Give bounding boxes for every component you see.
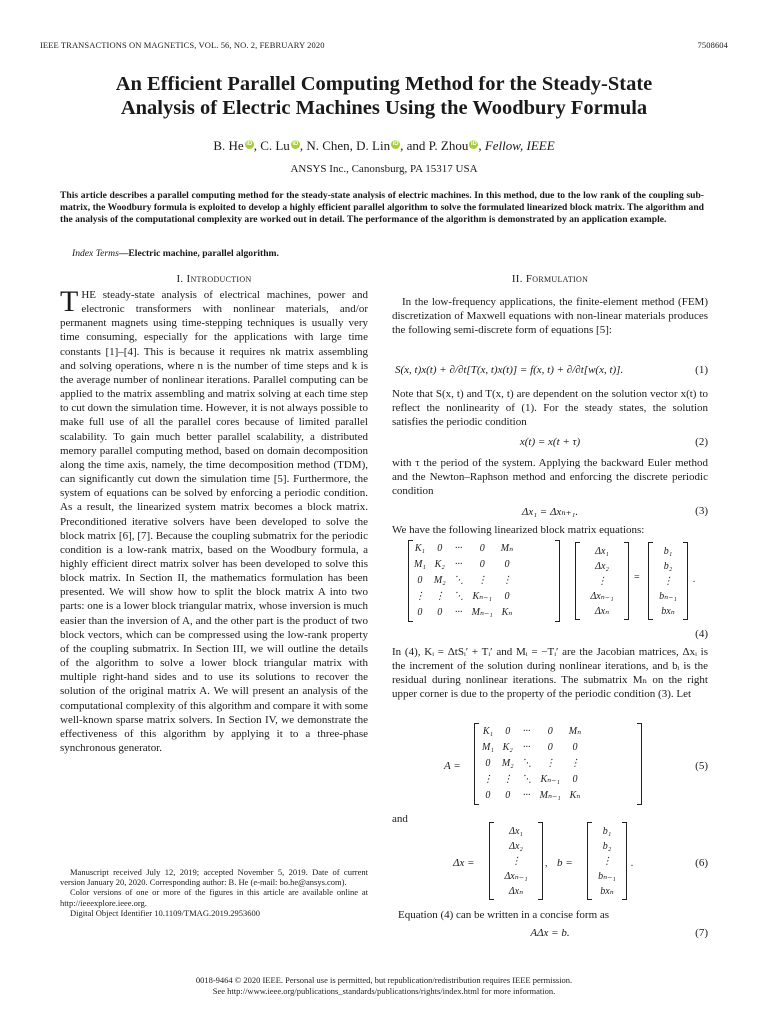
vector-entry: bₙ₋₁ (659, 591, 677, 602)
vector-b (648, 542, 688, 620)
matrix-row (478, 739, 585, 755)
vector-entry: Δxₙ₋₁ (504, 871, 528, 882)
author-lu: , C. Lu (253, 138, 290, 153)
formulation-paragraph-6: Equation (4) can be written in a concise form as (398, 909, 610, 921)
fellow-label: Fellow, IEEE (484, 138, 555, 153)
matrix-cell: ⋱ (521, 773, 532, 785)
equation-5-lhs: A = (444, 760, 461, 772)
vector-b-6 (587, 822, 627, 900)
vector-entry: Δxₙ₋₁ (590, 591, 614, 602)
vector-entry: b₁ (602, 826, 612, 837)
equation-4-number: (4) (695, 628, 708, 640)
matrix-cell: M₁ (414, 558, 426, 570)
title-line-2: Analysis of Electric Machines Using the Woodbury Formula (120, 97, 648, 119)
vector-entry: ⋮ (511, 856, 521, 867)
matrix-row (410, 556, 517, 572)
vector-delta-x-entries (575, 544, 629, 619)
period: . (631, 858, 634, 869)
equation-3-number: (3) (695, 505, 708, 517)
index-terms-label: Index Terms (72, 248, 119, 259)
title-line-1: An Efficient Parallel Computing Method for the Steady-State (115, 73, 653, 95)
matrix-cell: 0 (572, 773, 578, 785)
equation-6-b-lhs: b = (557, 857, 573, 869)
matrix-cell: K₁ (414, 542, 425, 554)
matrix-cell: ⋱ (453, 590, 464, 602)
matrix-cell: ··· (522, 789, 531, 801)
orcid-icon[interactable]: iD (292, 140, 299, 147)
drop-cap: T (60, 285, 79, 318)
manuscript-note: Manuscript received July 12, 2019; accepted November 5, 2019. Date of current version January 20, 2020. Corresponding author: B. He (e-mail: bo.he@ansys.com). (60, 867, 368, 888)
matrix-cell: Kₙ₋₁ (472, 590, 492, 602)
vector-entry: Δx₁ (595, 546, 609, 557)
and-word: and (392, 813, 408, 825)
matrix-cell: Mₙ (568, 725, 582, 737)
matrix-cell: K₁ (482, 725, 493, 737)
equation-7-number: (7) (695, 927, 708, 939)
matrix-cell: 0 (572, 741, 578, 753)
orcid-icon[interactable]: iD (470, 140, 477, 147)
matrix-cell: ⋮ (434, 590, 445, 602)
matrix-row (410, 540, 517, 556)
vector-delta-x (575, 542, 629, 620)
equation-2: x(t) = x(t + τ) (519, 436, 581, 448)
matrix-cell: ··· (454, 558, 463, 570)
vector-entry: b₂ (663, 561, 673, 572)
formulation-paragraph-1: In the low-frequency applications, the finite-element method (FEM) discretization of Maxwell equations with non-linear materials produces the following semi-discrete form of equations [5]: (392, 296, 708, 337)
matrix-cell: M₂ (501, 757, 514, 769)
equals-sign: = (634, 572, 640, 583)
matrix-cell: ⋮ (477, 574, 488, 586)
matrix-cell: ··· (522, 741, 531, 753)
doi-note: Digital Object Identifier 10.1109/TMAG.2019.2953600 (70, 907, 260, 918)
matrix-cell: Kₙ₋₁ (540, 773, 560, 785)
vector-entry: b₂ (602, 841, 612, 852)
vector-entry: Δx₂ (595, 561, 609, 572)
matrix-row (478, 755, 585, 771)
vector-entry: Δx₁ (509, 826, 523, 837)
section-heading-introduction: I. Introduction (176, 273, 252, 285)
affiliation: ANSYS Inc., Canonsburg, PA 15317 USA (290, 163, 478, 175)
matrix-cell: Mₙ₋₁ (471, 606, 493, 618)
matrix-cell: ⋮ (482, 773, 493, 785)
period: . (693, 574, 696, 585)
footnotes (60, 867, 368, 918)
matrix-cell: K₂ (502, 741, 513, 753)
matrix-row (410, 588, 517, 604)
matrix-cell: ··· (454, 606, 463, 618)
matrix-cell: ⋮ (502, 773, 513, 785)
matrix-cell: ⋱ (453, 574, 464, 586)
equation-1-number: (1) (695, 364, 708, 376)
matrix-cell: 0 (417, 606, 423, 618)
orcid-icon[interactable]: iD (246, 140, 253, 147)
vector-entry: bxₙ (661, 606, 675, 617)
author-zhou: , and P. Zhou (400, 138, 469, 153)
matrix-cell: 0 (547, 725, 553, 737)
running-header: IEEE TRANSACTIONS ON MAGNETICS, VOL. 56, NO. 2, FEBRUARY 2020 (40, 40, 325, 50)
equation-7: AΔx = b. (530, 927, 570, 939)
matrix-cell: Kₙ (501, 606, 513, 618)
paper-title (40, 72, 728, 120)
copyright-footer (40, 975, 728, 996)
copyright-line-2: See http://www.ieee.org/publications_standards/publications/rights/index.html for more information. (212, 985, 556, 996)
comma: , (545, 858, 548, 869)
matrix-cell: 0 (437, 606, 443, 618)
vector-delta-x-6 (489, 822, 543, 900)
matrix-cell: 0 (437, 542, 443, 554)
author-list (40, 138, 728, 154)
equation-1: S(x, t)x(t) + ∂/∂t[T(x, t)x(t)] = f(x, t) + ∂/∂t[w(x, t)]. (395, 364, 624, 376)
matrix-cell: 0 (504, 590, 510, 602)
matrix-cell: 0 (547, 741, 553, 753)
matrix-cell: 0 (479, 542, 485, 554)
matrix-cell: 0 (417, 574, 423, 586)
matrix-cell: Mₙ (500, 542, 514, 554)
matrix-cell: Kₙ (569, 789, 581, 801)
matrix-cell: M₁ (482, 741, 494, 753)
matrix-cell: K₂ (434, 558, 445, 570)
matrix-cell: 0 (504, 558, 510, 570)
vector-delta-x-6-entries (489, 824, 543, 899)
block-matrix-K (408, 540, 560, 622)
matrix-cell: ⋮ (569, 757, 580, 769)
matrix-cell: 0 (479, 558, 485, 570)
color-note: Color versions of one or more of the figures in this article are available online at http://ieeexplore.ieee.org. (60, 887, 368, 908)
matrix-cell: ⋮ (545, 757, 556, 769)
equation-6-number: (6) (695, 857, 708, 869)
equation-3: Δx₁ = Δxₙ₊₁. (521, 506, 579, 518)
matrix-row (478, 723, 585, 739)
matrix-cell: Mₙ₋₁ (539, 789, 561, 801)
author-sep: , (478, 138, 485, 153)
formulation-paragraph-2: Note that S(x, t) and T(x, t) are dependent on the solution vector x(t) to reflect the nonlinearity of (1). For the steady states, the solution satisfies the periodic condition (392, 388, 708, 429)
abstract: This article describes a parallel computing method for the steady-state analysis of electric machines. In this method, due to the low rank of the coupling sub-matrix, the Woodbury formula is exploited to develop a highly efficient parallel algorithm to solve the formulated linearized block matrix. The algorithm and the analysis of the computational complexity are worked out in detail. The performance of the algorithm is demonstrated by an application example. (60, 190, 704, 225)
index-terms (72, 248, 704, 259)
section-heading-formulation: II. Formulation (511, 273, 589, 285)
vector-entry: bₙ₋₁ (598, 871, 616, 882)
matrix-cell: 0 (485, 789, 491, 801)
equation-6-dx-lhs: Δx = (453, 857, 475, 869)
matrix-row (478, 787, 585, 803)
matrix-cell: ··· (522, 725, 531, 737)
author-he: B. He (213, 138, 244, 153)
matrix-row (410, 572, 517, 588)
index-terms-text: —Electric machine, parallel algorithm. (118, 248, 279, 259)
vector-entry: ⋮ (597, 576, 607, 587)
matrix-cell: ⋱ (521, 757, 532, 769)
matrix-cell: ⋮ (414, 590, 425, 602)
matrix-row (410, 604, 517, 620)
matrix-cell: ··· (454, 542, 463, 554)
vector-entry: Δx₂ (509, 841, 523, 852)
orcid-icon[interactable]: iD (392, 140, 399, 147)
introduction-text: HE steady-state analysis of electrical machines, power and electronic transformers with nonlinear materials, and/or permanent magnets using time-stepping techniques is usually very time consuming, especially for the applications with large time constants [1]–[4]. This is because it requires nk matrix assembling and solving operations, where n is the number of time steps and k is the average number of nonlinear iterations. Parallel computing can be applied to the matrix assembling and matrix solving at each time step to cut down the simulation time. However, it is not always possible to make full use of all the parallel cores because of limited parallel scalability. To gain much better parallel scalability, a distributed memory parallel computing method, based on domain decomposition along the time axis, namely, the time decomposition method (TDM), can significantly cut down the simulation time [5]. Furthermore, the system of equations can be solved by enforcing a periodic condition. As a result, the linearized system matrix becomes a block matrix. Preconditioned iterative solvers have been developed to solve the block matrix [6], [7]. Because the coupling submatrix for the periodic condition is a low-rank matrix, based on the Woodbury formula, a highly efficient direct matrix solver has been developed to solve this block matrix. In Section II, the mathematics formulation has been presented. We will show how to split the block matrix A into two parts: one is a lower block triangular matrix, whose inversion is much easier than the inversion of A, and the other part is the product of two block vectors, which can be compressed using the low-rank property of the coupling submatrix. In Section III, we will outline the details of the algorithm to solve a lower block triangular matrix with multiple right-hand sides and to use its solutions to recover the solution of the original matrix A. We will present an analysis of the computational complexity of this algorithm and compare it with some well-known sparse matrix solvers. In Section IV, we demonstrate the effectiveness of this algorithm by applying it to a three-phase synchronous generator. (60, 289, 368, 754)
equation-5-number: (5) (695, 760, 708, 772)
equation-4 (408, 540, 708, 622)
matrix-cell: 0 (505, 725, 511, 737)
matrix-A-table (478, 723, 585, 803)
article-number: 7508604 (697, 40, 728, 50)
vector-b-entries (648, 544, 688, 619)
vector-entry: Δxₙ (508, 886, 524, 897)
author-chen-lin: , N. Chen, D. Lin (299, 138, 391, 153)
matrix-cell: M₂ (433, 574, 446, 586)
matrix-A (474, 723, 642, 805)
vector-entry: ⋮ (663, 576, 673, 587)
vector-entry: bxₙ (600, 886, 614, 897)
vector-b-6-entries (587, 824, 627, 899)
matrix-cell: 0 (485, 757, 491, 769)
copyright-line-1: 0018-9464 © 2020 IEEE. Personal use is permitted, but republication/redistribution requires IEEE permission. (195, 975, 573, 985)
formulation-paragraph-5: In (4), Kᵢ = ΔtSᵢ′ + Tᵢ′ and Mᵢ = −Tᵢ′ are the Jacobian matrices, Δxᵢ is the increment of the solution during nonlinear iterations, and bᵢ is the residual during nonlinear iterations. The submatrix Mₙ on the right upper corner is due to the property of the periodic condition (3). Let (392, 646, 708, 701)
vector-entry: b₁ (663, 546, 673, 557)
matrix-row (478, 771, 585, 787)
introduction-body (60, 285, 368, 755)
formulation-paragraph-4: We have the following linearized block matrix equations: (392, 524, 645, 536)
vector-entry: Δxₙ (594, 606, 610, 617)
equation-2-number: (2) (695, 436, 708, 448)
formulation-paragraph-3: with τ the period of the system. Applying the backward Euler method and the Newton–Raphson method and enforcing the discrete periodic condition (392, 457, 708, 498)
matrix-cell: ⋮ (501, 574, 512, 586)
matrix-cell: 0 (505, 789, 511, 801)
matrix-K-table (410, 540, 517, 620)
vector-entry: ⋮ (602, 856, 612, 867)
